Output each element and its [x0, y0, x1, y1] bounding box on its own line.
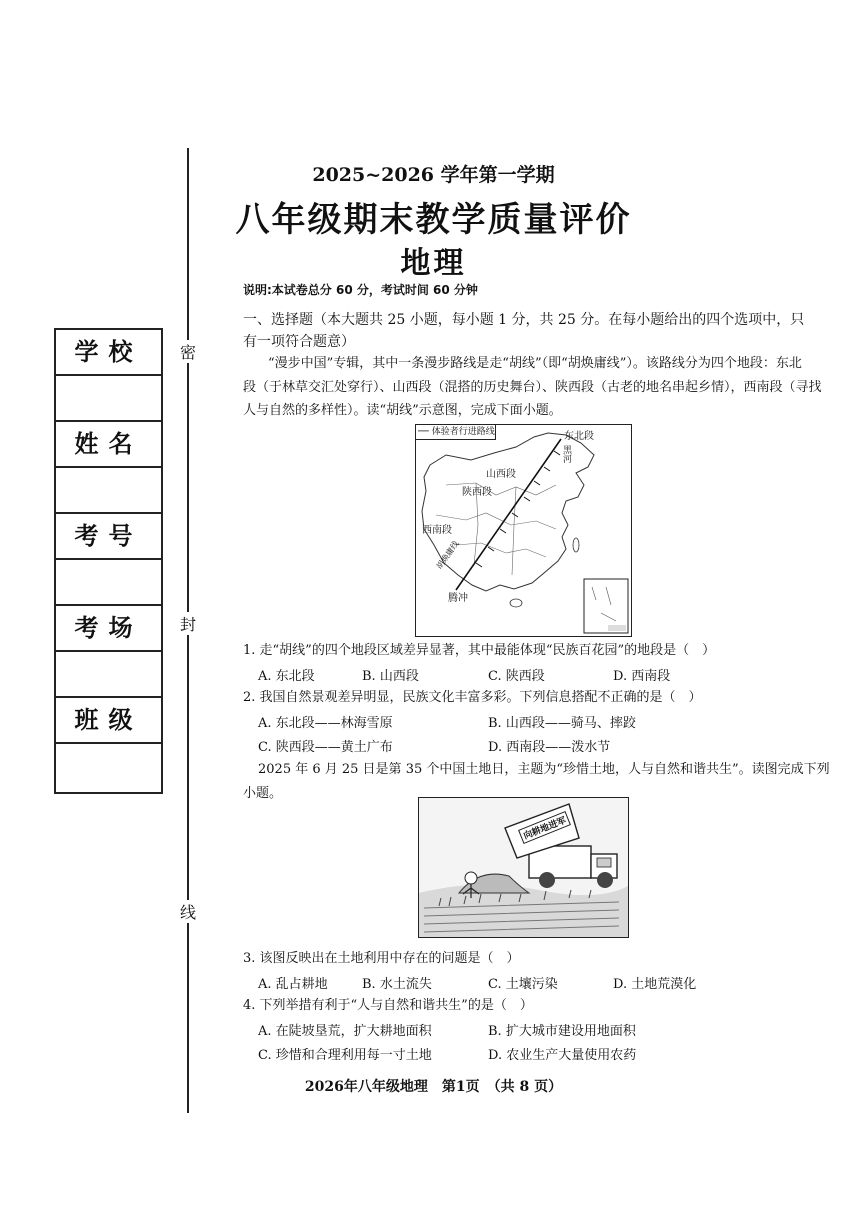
- map-legend-label: 体验者行进路线: [431, 427, 495, 437]
- exam-note: 说明:本试卷总分 60 分，考试时间 60 分钟: [243, 283, 478, 297]
- truck-sign: 向耕地进军: [518, 811, 571, 844]
- q2-option-d[interactable]: D. 西南段——泼水节: [488, 740, 611, 755]
- exam-title: 八年级期末教学质量评价: [235, 200, 632, 240]
- q3-option-a[interactable]: A. 乱占耕地: [258, 977, 328, 992]
- label-shaanxi: 陕西段: [462, 487, 492, 498]
- label-hu-line: 胡焕庸线: [434, 539, 461, 571]
- page-footer: 2026年八年级地理 第1页 （共 8 页）: [304, 1079, 563, 1095]
- cartoon-illustration: [419, 798, 628, 937]
- subject-title: 地理: [400, 246, 467, 281]
- label-tengchong: 腾冲: [448, 593, 468, 604]
- field-blank-school[interactable]: [56, 376, 161, 422]
- field-blank-class[interactable]: [56, 744, 161, 792]
- q3-option-b[interactable]: B. 水土流失: [362, 977, 432, 992]
- section1-heading-line1: 一、选择题（本大题共 25 小题，每小题 1 分，共 25 分。在每小题给出的四个选项中，只: [243, 312, 805, 328]
- field-label-class: 班级: [56, 698, 161, 744]
- passage2-line2: 小题。: [243, 786, 283, 801]
- q1-stem: 1. 走“胡线”的四个地段区域差异显著，其中最能体现“民族百花园”的地段是（ ）: [243, 643, 716, 658]
- q2-stem: 2. 我国自然景观差异明显，民族文化丰富多彩。下列信息搭配不正确的是（ ）: [243, 690, 702, 705]
- term-title: 2025~2026 学年第一学期: [312, 164, 555, 186]
- q4-option-d[interactable]: D. 农业生产大量使用农药: [488, 1048, 637, 1063]
- map-legend: ── 体验者行进路线: [416, 425, 496, 440]
- field-blank-name[interactable]: [56, 468, 161, 514]
- q2-option-b[interactable]: B. 山西段——骑马、摔跤: [488, 716, 636, 731]
- passage1-line2: 段（于林草交汇处穿行）、山西段（混搭的历史舞台）、陕西段（古老的地名串起乡情），西南段（寻找: [243, 380, 822, 395]
- field-blank-exam-room[interactable]: [56, 652, 161, 698]
- label-northeast: 东北段: [564, 431, 594, 442]
- q4-option-b[interactable]: B. 扩大城市建设用地面积: [488, 1024, 636, 1039]
- farmland-cartoon: [418, 797, 629, 938]
- seal-char-feng: 封: [179, 612, 197, 635]
- q4-stem: 4. 下列举措有利于“人与自然和谐共生”的是（ ）: [243, 998, 533, 1013]
- hu-line: [456, 439, 561, 590]
- q4-option-c[interactable]: C. 珍惜和合理利用每一寸土地: [258, 1048, 432, 1063]
- passage1-line1: “漫步中国”专辑，其中一条漫步路线是走“胡线”（即“胡焕庸线”）。该路线分为四个地段：东北: [268, 356, 802, 371]
- q2-option-c[interactable]: C. 陕西段——黄土广布: [258, 740, 393, 755]
- field-blank-exam-number[interactable]: [56, 560, 161, 606]
- field-label-name: 姓名: [56, 422, 161, 468]
- label-heihe: 黑河: [561, 445, 571, 463]
- q1-option-b[interactable]: B. 山西段: [362, 669, 419, 684]
- label-southwest: 西南段: [422, 525, 452, 536]
- student-info-box: [54, 328, 163, 794]
- hu-line-map: [415, 424, 632, 637]
- section1-heading-line2: 有一项符合题意）: [243, 334, 355, 350]
- q2-option-a[interactable]: A. 东北段——林海雪原: [258, 716, 393, 731]
- field-label-exam-number: 考号: [56, 514, 161, 560]
- q3-option-c[interactable]: C. 土壤污染: [488, 977, 558, 992]
- passage2-line1: 2025 年 6 月 25 日是第 35 个中国土地日，主题为“珍惜土地，人与自然和谐共生”。读图完成下列: [258, 762, 830, 777]
- label-shanxi: 山西段: [486, 469, 516, 480]
- field-label-exam-room: 考场: [56, 606, 161, 652]
- q1-option-a[interactable]: A. 东北段: [258, 669, 315, 684]
- q4-option-a[interactable]: A. 在陡坡垦荒，扩大耕地面积: [258, 1024, 432, 1039]
- q1-option-c[interactable]: C. 陕西段: [488, 669, 545, 684]
- q3-stem: 3. 该图反映出在土地利用中存在的问题是（ ）: [243, 951, 520, 966]
- q1-option-d[interactable]: D. 西南段: [613, 669, 671, 684]
- q3-option-d[interactable]: D. 土地荒漠化: [613, 977, 697, 992]
- seal-char-xian: 线: [179, 900, 197, 923]
- seal-char-mi: 密: [179, 340, 197, 363]
- field-label-school: 学校: [56, 330, 161, 376]
- passage1-line3: 人与自然的多样性）。读“胡线”示意图，完成下面小题。: [243, 403, 562, 418]
